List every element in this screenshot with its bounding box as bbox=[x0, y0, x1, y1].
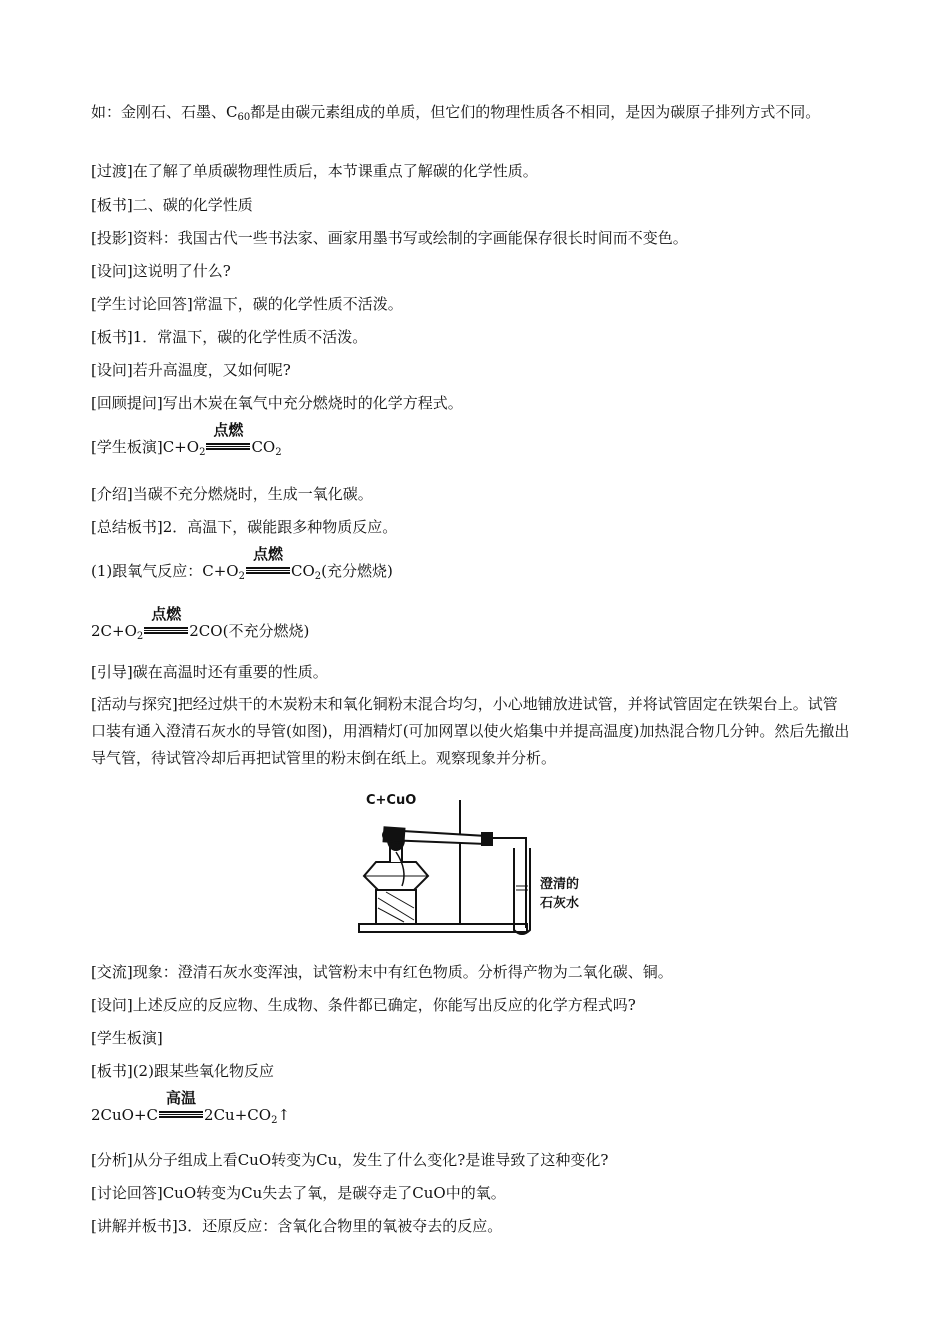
paragraph-activity: [活动与探究]把经过烘干的木炭粉末和氧化铜粉末混合均匀，小心地铺放进试管，并将试管固定在铁架台上。试管口装有通入澄清石灰水的导管(如图)，用酒精灯(可加网罩以使火焰集中并提高温度)加热混合物几分钟。然后先撤出导气管，待试管冷却后再把试管里的粉末倒在纸上。观察现象并分析。 bbox=[91, 695, 850, 767]
label-limewater-1: 澄清的 bbox=[540, 877, 580, 892]
line-board-heading: [板书]二、碳的化学性质 bbox=[91, 196, 253, 214]
line-summary-board: [总结板书]2．高温下，碳能跟多种物质反应。 bbox=[91, 518, 398, 536]
equation-copper-oxide: 2CuO+C 高温 $2Cu+CO_2↑$ bbox=[91, 1089, 291, 1126]
line-diamond-graphite: 如：金刚石、石墨、$C_{60}$都是由碳元素组成的单质，但它们的物理性质各不相同，是因为碳原子排列方式不同。 bbox=[91, 103, 821, 123]
equation-combustion-demo: [学生板演]$C+O_2$ 点燃 $CO_2$ bbox=[91, 421, 282, 458]
line-reduction-definition: [讲解并板书]3．还原反应：含氧化合物里的氧被夺去的反应。 bbox=[91, 1217, 503, 1235]
line-transition: [过渡]在了解了单质碳物理性质后，本节课重点了解碳的化学性质。 bbox=[91, 162, 538, 180]
line-question-3: [设问]上述反应的反应物、生成物、条件都已确定，你能写出反应的化学方程式吗? bbox=[91, 996, 636, 1014]
equation-full-combustion: (1)跟氧气反应：$C+O_2$ 点燃 $CO_2$(充分燃烧) bbox=[91, 545, 393, 582]
line-student-demo: [学生板演] bbox=[91, 1029, 163, 1047]
reaction-condition: 点燃 bbox=[206, 422, 250, 458]
reaction-condition: 高温 bbox=[159, 1090, 203, 1126]
equation-incomplete-combustion: $2C+O_2$ 点燃 2CO(不充分燃烧) bbox=[91, 605, 310, 642]
line-board-oxide: [板书](2)跟某些氧化物反应 bbox=[91, 1062, 274, 1080]
line-discussion-answer: [讨论回答]CuO转变为Cu失去了氧，是碳夺走了CuO中的氧。 bbox=[91, 1184, 506, 1202]
reaction-condition: 点燃 bbox=[246, 546, 290, 582]
line-question-1: [设问]这说明了什么? bbox=[91, 262, 231, 280]
line-review-question: [回顾提问]写出木炭在氧气中充分燃烧时的化学方程式。 bbox=[91, 394, 463, 412]
label-reactants: C+CuO bbox=[366, 793, 417, 808]
line-question-2: [设问]若升高温度，又如何呢? bbox=[91, 361, 291, 379]
line-projection: [投影]资料：我国古代一些书法家、画家用墨书写或绘制的字画能保存很长时间而不变色。 bbox=[91, 229, 688, 247]
line-introduction: [介绍]当碳不充分燃烧时，生成一氧化碳。 bbox=[91, 485, 373, 503]
experiment-apparatus-figure bbox=[356, 790, 596, 938]
line-board-1: [板书]1．常温下，碳的化学性质不活泼。 bbox=[91, 328, 368, 346]
line-student-answer: [学生讨论回答]常温下，碳的化学性质不活泼。 bbox=[91, 295, 403, 313]
line-guide: [引导]碳在高温时还有重要的性质。 bbox=[91, 663, 328, 681]
label-limewater-2: 石灰水 bbox=[540, 896, 580, 911]
line-analysis: [分析]从分子组成上看CuO转变为Cu，发生了什么变化?是谁导致了这种变化? bbox=[91, 1151, 609, 1169]
reaction-condition: 点燃 bbox=[144, 606, 188, 642]
line-exchange: [交流]现象：澄清石灰水变浑浊，试管粉末中有红色物质。分析得产物为二氧化碳、铜。 bbox=[91, 963, 673, 981]
